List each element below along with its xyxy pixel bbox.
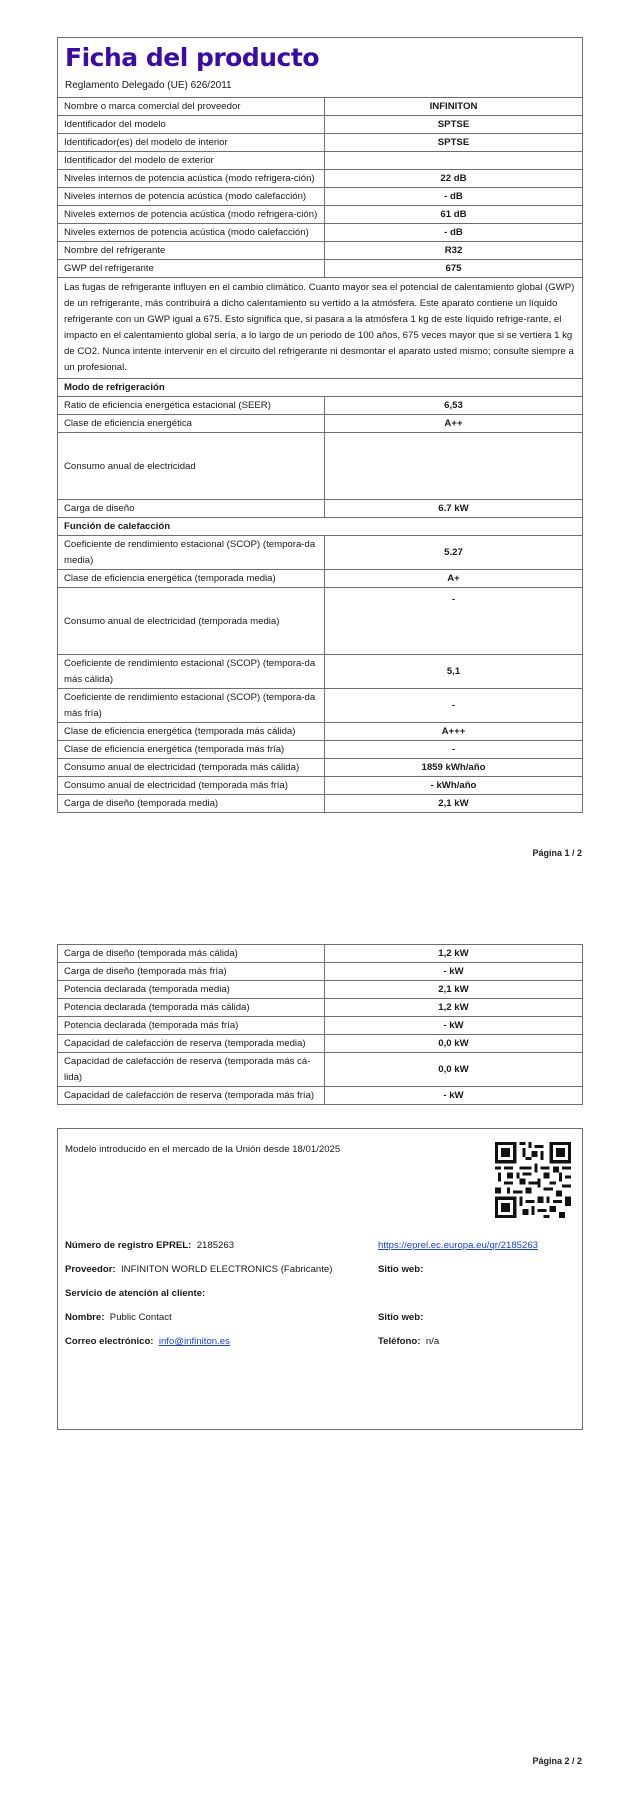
product-sheet-page-2 — [57, 944, 583, 1105]
row-label: Clase de eficiencia energética (temporada más fría) — [58, 741, 325, 759]
row-label: Clase de eficiencia energética (temporada más cálida) — [58, 723, 325, 741]
table-row — [58, 945, 582, 963]
phone-label: Teléfono: — [378, 1336, 421, 1347]
row-value: - kWh/año — [325, 777, 583, 795]
row-value: 0,0 kW — [325, 1053, 583, 1087]
table-row — [58, 570, 582, 588]
table-row — [58, 723, 582, 741]
row-value: 5.27 — [325, 536, 583, 570]
email-link[interactable]: info@infiniton.es — [158, 1336, 230, 1347]
section-row — [58, 518, 582, 536]
table-row — [58, 981, 582, 999]
row-label: Consumo anual de electricidad (temporada más cálida) — [58, 759, 325, 777]
row-label: Identificador del modelo de exterior — [58, 152, 325, 170]
row-label: Niveles externos de potencia acústica (modo calefacción) — [58, 224, 325, 242]
supplier-line — [65, 1263, 332, 1277]
row-label: Coeficiente de rendimiento estacional (SCOP) (tempora-da más fría) — [58, 689, 325, 723]
row-value: 675 — [325, 260, 583, 278]
section-cooling: Modo de refrigeración — [58, 379, 582, 397]
row-value: 1,2 kW — [438, 948, 469, 959]
table-row — [58, 433, 582, 500]
row-label: Niveles internos de potencia acústica (modo calefacción) — [58, 188, 325, 206]
table-row — [58, 999, 582, 1017]
contact-website — [378, 1311, 423, 1325]
table-row — [58, 260, 582, 278]
regulation-subtitle: Reglamento Delegado (UE) 626/2011 — [65, 80, 232, 91]
table-row — [58, 795, 582, 813]
table-row — [58, 206, 582, 224]
row-label: Nombre del refrigerante — [58, 242, 325, 260]
product-sheet-page-1 — [57, 37, 583, 813]
row-label: Carga de diseño (temporada media) — [58, 795, 325, 813]
product-spec-table — [58, 98, 582, 812]
row-label: Potencia declarada (temporada más fría) — [58, 1017, 325, 1035]
table-row — [58, 536, 582, 570]
row-value: 0,0 kW — [325, 1035, 583, 1053]
row-label: Clase de eficiencia energética — [58, 415, 325, 433]
row-value: A++ — [325, 415, 583, 433]
eprel-link-container — [378, 1239, 538, 1253]
table-row — [58, 741, 582, 759]
row-label: Identificador del modelo — [58, 116, 325, 134]
row-value: 1,2 kW — [325, 999, 583, 1017]
row-value: 5,1 — [325, 655, 583, 689]
eprel-label: Número de registro EPREL: — [65, 1240, 192, 1251]
row-label: Consumo anual de electricidad (temporada más fría) — [58, 777, 325, 795]
table-row — [58, 397, 582, 415]
market-date: Modelo introducido en el mercado de la Unión desde 18/01/2025 — [65, 1144, 341, 1155]
row-label: Clase de eficiencia energética (temporada media) — [58, 570, 325, 588]
table-row — [58, 588, 582, 655]
row-value — [325, 152, 583, 170]
section-row — [58, 379, 582, 397]
page-title: Ficha del producto — [65, 43, 320, 72]
row-value: INFINITON — [429, 101, 478, 112]
row-value: - — [325, 588, 583, 655]
table-row — [58, 188, 582, 206]
qr-code-icon[interactable] — [495, 1142, 571, 1218]
row-value: A+ — [325, 570, 583, 588]
row-label: Potencia declarada (temporada más cálida) — [58, 999, 325, 1017]
table-row — [58, 963, 582, 981]
table-row — [58, 500, 582, 518]
supplier-info-box — [57, 1128, 583, 1430]
email-label: Correo electrónico: — [65, 1336, 154, 1347]
website-label-2: Sitio web: — [378, 1312, 424, 1323]
section-heating: Función de calefacción — [58, 518, 582, 536]
product-spec-table-continued — [58, 945, 582, 1104]
row-value: SPTSE — [325, 116, 583, 134]
row-value: 61 dB — [325, 206, 583, 224]
table-row — [58, 759, 582, 777]
row-label: Ratio de eficiencia energética estacional (SEER) — [58, 397, 325, 415]
table-row — [58, 1087, 582, 1105]
row-label: Capacidad de calefacción de reserva (temporada más fría) — [58, 1087, 325, 1105]
row-label: Niveles externos de potencia acústica (modo refrigera-ción) — [58, 206, 325, 224]
row-label: Consumo anual de electricidad (temporada media) — [58, 588, 325, 655]
row-value: 2,1 kW — [325, 795, 583, 813]
gwp-notice: Las fugas de refrigerante influyen en el cambio climático. Cuanto mayor sea el potencial de calentamiento global (GWP) de un refrigerante, más contribuirá a dicho calentamiento su vertido a la atmósfera. Este aparato contiene un líquido refrigerante con un GWP igual a 675. Esto significa que, si pasara a la atmósfera 1 kg de este líquido refrige-rante, el impacto en el calentamiento global sería, a lo largo de un periodo de 100 años, 675 veces mayor que si se vertiera 1 kg de CO2. Nunca intente intervenir en el circuito del refrigerante ni desmontar el aparato usted mismo; consulte siempre a un profesional. — [58, 278, 582, 379]
supplier-label: Proveedor: — [65, 1264, 116, 1275]
phone-line — [378, 1335, 439, 1349]
page-number-2: Página 2 / 2 — [532, 1756, 582, 1766]
contact-name-line — [65, 1311, 172, 1325]
table-row — [58, 242, 582, 260]
row-label: Nombre o marca comercial del proveedor — [58, 98, 325, 116]
row-value — [325, 433, 583, 500]
row-value: 22 dB — [325, 170, 583, 188]
row-value: - dB — [325, 224, 583, 242]
row-value: - — [325, 741, 583, 759]
name-value: Public Contact — [109, 1312, 172, 1323]
row-value: 2,1 kW — [325, 981, 583, 999]
sheet-header — [58, 38, 582, 98]
page-number-1: Página 1 / 2 — [532, 848, 582, 858]
website-label: Sitio web: — [378, 1264, 424, 1275]
table-row — [58, 170, 582, 188]
row-value: SPTSE — [325, 134, 583, 152]
table-row — [58, 415, 582, 433]
eprel-link[interactable]: https://eprel.ec.europa.eu/qr/2185263 — [378, 1240, 539, 1251]
row-value: - kW — [325, 963, 583, 981]
row-label: Consumo anual de electricidad — [58, 433, 325, 500]
supplier-value: INFINITON WORLD ELECTRONICS (Fabricante) — [121, 1264, 333, 1275]
table-row — [58, 689, 582, 723]
eprel-registration — [65, 1239, 234, 1253]
row-value: 1859 kWh/año — [325, 759, 583, 777]
row-label: Capacidad de calefacción de reserva (temporada más cá-lida) — [58, 1053, 325, 1087]
row-label: GWP del refrigerante — [58, 260, 325, 278]
customer-service-label: Servicio de atención al cliente: — [65, 1288, 206, 1299]
row-label: Coeficiente de rendimiento estacional (SCOP) (tempora-da media) — [58, 536, 325, 570]
phone-value: n/a — [425, 1336, 440, 1347]
row-label: Carga de diseño (temporada más cálida) — [58, 945, 325, 963]
table-row — [58, 116, 582, 134]
email-line — [65, 1335, 230, 1349]
table-row — [58, 777, 582, 795]
table-row — [58, 152, 582, 170]
row-value: - kW — [325, 1017, 583, 1035]
table-row — [58, 134, 582, 152]
row-label: Carga de diseño (temporada más fría) — [58, 963, 325, 981]
table-row — [58, 1035, 582, 1053]
row-value: - — [325, 689, 583, 723]
row-value: R32 — [325, 242, 583, 260]
row-label: Potencia declarada (temporada media) — [58, 981, 325, 999]
row-value: - dB — [325, 188, 583, 206]
eprel-number: 2185263 — [196, 1240, 235, 1251]
table-row — [58, 98, 582, 116]
row-value: 6.7 kW — [325, 500, 583, 518]
row-value: - kW — [325, 1087, 583, 1105]
row-value: A+++ — [325, 723, 583, 741]
row-label: Identificador(es) del modelo de interior — [58, 134, 325, 152]
table-row — [58, 1017, 582, 1035]
row-label: Coeficiente de rendimiento estacional (SCOP) (tempora-da más cálida) — [58, 655, 325, 689]
customer-service-heading — [65, 1287, 205, 1301]
table-row — [58, 1053, 582, 1087]
table-row — [58, 655, 582, 689]
gwp-notice-row — [58, 278, 582, 379]
row-label: Niveles internos de potencia acústica (modo refrigera-ción) — [58, 170, 325, 188]
supplier-website — [378, 1263, 423, 1277]
table-row — [58, 224, 582, 242]
row-label: Capacidad de calefacción de reserva (temporada media) — [58, 1035, 325, 1053]
row-value: 6,53 — [325, 397, 583, 415]
name-label: Nombre: — [65, 1312, 105, 1323]
row-label: Carga de diseño — [58, 500, 325, 518]
